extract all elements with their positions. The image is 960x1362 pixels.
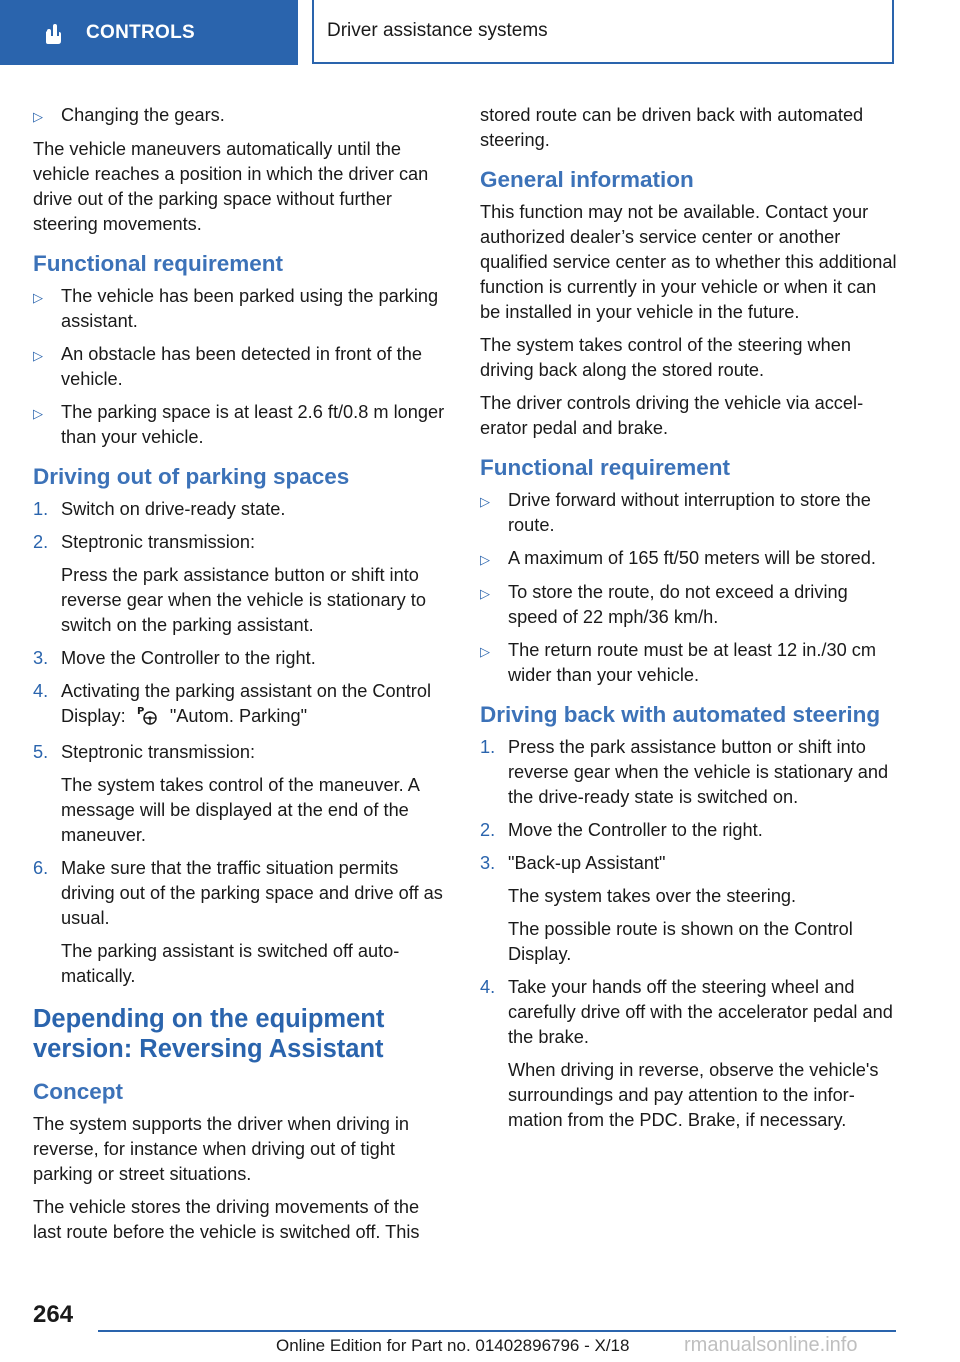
page-number: 264 (33, 1301, 74, 1328)
heading-functional-requirement: Functional requirement (33, 251, 284, 276)
svg-text:P: P (136, 706, 145, 717)
bullet-marker: ▷ (33, 406, 43, 421)
step-continuation: The parking assistant is switched off automatically. (61, 941, 400, 986)
bullet-marker: ▷ (480, 494, 490, 509)
step-continuation: The system takes over the steering. (508, 886, 797, 906)
list-item: ▷ Drive forward without interruption to store the route. (480, 488, 898, 538)
step-item: 1. Press the park assistance button or shift into reverse gear when the vehicle is stationary and the drive-ready state is switched on. (480, 737, 889, 807)
paragraph: The system takes control of the steering when driving back along the stored route. (480, 335, 852, 380)
chapter-title: Driver assistance systems (312, 0, 894, 64)
list-item: ▷ A maximum of 165 ft/50 meters will be stored. (480, 546, 898, 572)
watermark: rmanualsonline.info (684, 1334, 858, 1356)
bullet-marker: ▷ (33, 348, 43, 363)
step-continuation: The system takes control of the maneuver. A message will be displayed at the end of the maneuver. (61, 775, 419, 845)
bullet-marker: ▷ (480, 586, 490, 601)
step-continuation: The possible route is shown on the Control Display. (508, 919, 853, 964)
step-continuation: When driving in reverse, observe the vehicle's surroundings and pay attention to the information from the PDC. Brake, if necessary. (508, 1060, 879, 1130)
heading-concept: Concept (33, 1079, 123, 1104)
heading-driving-out: Driving out of parking spaces (33, 464, 350, 489)
left-column (33, 103, 445, 1253)
list-item: ▷ The vehicle has been parked using the parking assistant. (33, 284, 445, 334)
heading-driving-back: Driving back with automated steering (480, 702, 881, 727)
footer-divider (98, 1330, 896, 1332)
paragraph: The system supports the driver when driving in reverse, for instance when driving out of tight parking or street situations. (33, 1114, 410, 1184)
steering-hand-icon (40, 20, 66, 46)
paragraph: The driver controls driving the vehicle via accelerator pedal and brake. (480, 393, 864, 438)
step-item: 2. Steptronic transmission: (33, 532, 256, 552)
bullet-marker: ▷ (480, 644, 490, 659)
list-item: ▷ An obstacle has been detected in front of the vehicle. (33, 342, 445, 392)
step-item: 4. Activating the parking assistant on the Control Display: P "Autom. Parking" (33, 679, 445, 732)
step-continuation: Press the park assistance button or shift into reverse gear when the vehicle is stationary to switch on the parking assistant. (61, 565, 426, 635)
list-item: ▷ Changing the gears. (33, 103, 445, 129)
list-item: ▷ The return route must be at least 12 in./30 cm wider than your vehicle. (480, 638, 898, 688)
bullet-marker: ▷ (33, 109, 43, 124)
parking-assistant-icon (137, 705, 159, 732)
step-item: 6. Make sure that the traffic situation permits driving out of the parking space and drive off as usual. (33, 858, 443, 928)
paragraph: This function may not be available. Contact your authorized dealer’s service center or another qualified service center as to whether this additional function is currently in your vehicle or when it can be installed in your vehicle in the future. (480, 202, 897, 322)
bullet-marker: ▷ (480, 552, 490, 567)
list-item: ▷ To store the route, do not exceed a driving speed of 22 mph/36 km/h. (480, 580, 898, 630)
list-item: ▷ The parking space is at least 2.6 ft/0.8 m longer than your vehicle. (33, 400, 445, 450)
step-item: 4. Take your hands off the steering wheel and carefully drive off with the accelerator pedal and the brake. (480, 977, 893, 1047)
step-item: 3. "Back-up Assistant" (480, 853, 666, 873)
section-tab-label: CONTROLS (86, 21, 196, 43)
bullet-marker: ▷ (33, 290, 43, 305)
heading-functional-requirement: Functional requirement (480, 455, 731, 480)
paragraph: The vehicle stores the driving movements of the last route before the vehicle is switched off. This (33, 1197, 420, 1242)
edition-note: Online Edition for Part no. 01402896796 - X/18 (276, 1336, 630, 1355)
section-tab[interactable] (0, 0, 298, 65)
step-item: 2. Move the Controller to the right. (480, 820, 763, 840)
step-item: 1. Switch on drive-ready state. (33, 499, 286, 519)
heading-reversing-assistant: Depending on the equipment version: Reversing Assistant (33, 1005, 385, 1063)
paragraph: The vehicle maneuvers automatically until the vehicle reaches a position in which the driver can drive out of the parking space without further steering movements. (33, 139, 429, 234)
step-item: 5. Steptronic transmission: (33, 742, 256, 762)
paragraph: stored route can be driven back with automated steering. (480, 105, 864, 150)
step-item: 3. Move the Controller to the right. (33, 648, 316, 668)
heading-general-information: General information (480, 167, 694, 192)
right-column (480, 103, 898, 1141)
